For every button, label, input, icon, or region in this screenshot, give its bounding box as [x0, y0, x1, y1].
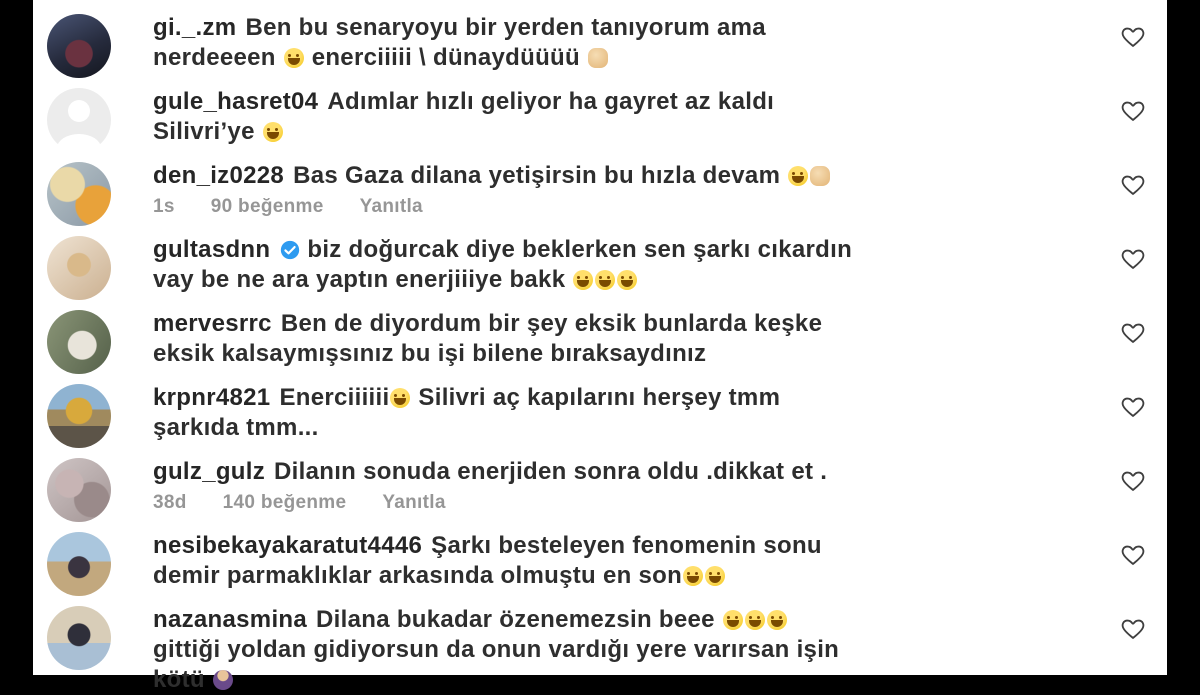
- comment-username[interactable]: nesibekayakaratut4446: [153, 532, 423, 559]
- comment-message: biz doğurcak diye beklerken sen şarkı cıkardın vay be ne ara yaptın enerjiiiye bakk: [153, 236, 853, 293]
- like-comment-button[interactable]: [1119, 98, 1147, 122]
- comment-row: [47, 86, 1147, 152]
- comment-username[interactable]: gi._.zm: [153, 14, 237, 41]
- comment-text: [153, 531, 1058, 591]
- comment-text: [153, 605, 1058, 695]
- comment-text: [153, 383, 1058, 443]
- heart-outline-icon: [1119, 320, 1147, 344]
- comment-body: [153, 604, 1119, 695]
- comment-username[interactable]: nazanasmina: [153, 606, 308, 633]
- comment-message: Dilanın sonuda enerjiden sonra oldu .dikkat et .: [274, 458, 828, 485]
- heart-outline-icon: [1119, 616, 1147, 640]
- comment-text: [153, 235, 1058, 295]
- avatar-nesibekayakaratut4446[interactable]: [47, 532, 111, 596]
- clapping-hands-emoji: [810, 166, 830, 186]
- comment-message: Ben bu senaryoyu bir yerden tanıyorum ama nerdeeeen enerciiiii \ dünaydüüüü: [153, 14, 766, 71]
- like-comment-button[interactable]: [1119, 616, 1147, 640]
- comment-like-count[interactable]: 140 beğenme: [222, 492, 347, 513]
- comment-message: Enerciiiiii Silivri aç kapılarını herşey tmm şarkıda tmm...: [153, 384, 781, 441]
- comment-body: [153, 456, 1119, 514]
- face-with-tears-of-joy-emoji: [723, 610, 743, 630]
- avatar-nazanasmina[interactable]: [47, 606, 111, 670]
- comment-body: [153, 86, 1119, 147]
- comment-row: [47, 160, 1147, 226]
- comments-list: [33, 0, 1167, 693]
- face-with-tears-of-joy-emoji: [595, 270, 615, 290]
- comment-message: Adımlar hızlı geliyor ha gayret az kaldı Silivri’ye: [153, 88, 775, 145]
- comment-body: [153, 530, 1119, 591]
- comment-username[interactable]: gulz_gulz: [153, 458, 266, 485]
- comment-text: [153, 309, 1058, 369]
- comment-message: Şarkı besteleyen fenomenin sonu demir parmaklıklar arkasında olmuştu en son: [153, 532, 822, 589]
- face-with-tears-of-joy-emoji: [573, 270, 593, 290]
- comment-timestamp: 38d: [153, 492, 187, 513]
- comment-row: [47, 234, 1147, 300]
- face-with-tears-of-joy-emoji: [617, 270, 637, 290]
- comment-body: [153, 12, 1119, 73]
- comment-text: [153, 161, 1058, 191]
- comment-message: Dilana bukadar özenemezsin beee gittiği yoldan gidiyorsun da onun vardığı yere varırsan işin kötü: [153, 606, 840, 693]
- comment-row: [47, 456, 1147, 522]
- like-comment-button[interactable]: [1119, 542, 1147, 566]
- comment-row: [47, 604, 1147, 695]
- like-comment-button[interactable]: [1119, 24, 1147, 48]
- woman-shrugging-emoji: [213, 670, 233, 690]
- like-comment-button[interactable]: [1119, 246, 1147, 270]
- face-with-tears-of-joy-emoji: [745, 610, 765, 630]
- comment-body: [153, 382, 1119, 443]
- comment-text: [153, 457, 1058, 487]
- face-with-tears-of-joy-emoji: [390, 388, 410, 408]
- ok-hand-emoji: [588, 48, 608, 68]
- comment-like-count[interactable]: 90 beğenme: [210, 196, 324, 217]
- comment-text: [153, 87, 1058, 147]
- heart-outline-icon: [1119, 246, 1147, 270]
- heart-outline-icon: [1119, 394, 1147, 418]
- like-comment-button[interactable]: [1119, 394, 1147, 418]
- comment-username[interactable]: den_iz0228: [153, 162, 285, 189]
- comment-row: [47, 12, 1147, 78]
- reply-button[interactable]: Yanıtla: [359, 196, 423, 217]
- face-with-tears-of-joy-emoji: [788, 166, 808, 186]
- comment-body: [153, 160, 1119, 218]
- face-with-tears-of-joy-emoji: [683, 566, 703, 586]
- like-comment-button[interactable]: [1119, 320, 1147, 344]
- avatar-den_iz0228[interactable]: [47, 162, 111, 226]
- verified-badge-icon: [280, 240, 300, 260]
- comment-username[interactable]: gultasdnn: [153, 236, 271, 263]
- heart-outline-icon: [1119, 542, 1147, 566]
- avatar-krpnr4821[interactable]: [47, 384, 111, 448]
- comment-body: [153, 308, 1119, 369]
- comment-username[interactable]: gule_hasret04: [153, 88, 319, 115]
- heart-outline-icon: [1119, 24, 1147, 48]
- comment-username[interactable]: mervesrrc: [153, 310, 272, 337]
- comment-row: [47, 530, 1147, 596]
- comment-body: [153, 234, 1119, 295]
- comment-text: [153, 13, 1058, 73]
- comment-message: Bas Gaza dilana yetişirsin bu hızla devam: [293, 162, 831, 189]
- comment-meta: [153, 492, 1119, 514]
- comment-timestamp: 1s: [153, 196, 175, 217]
- face-with-tears-of-joy-emoji: [705, 566, 725, 586]
- reply-button[interactable]: Yanıtla: [382, 492, 446, 513]
- face-with-tears-of-joy-emoji: [263, 122, 283, 142]
- avatar-mervesrrc[interactable]: [47, 310, 111, 374]
- heart-outline-icon: [1119, 468, 1147, 492]
- heart-outline-icon: [1119, 98, 1147, 122]
- face-with-tears-of-joy-emoji: [767, 610, 787, 630]
- comment-message: Ben de diyordum bir şey eksik bunlarda keşke eksik kalsaymışsınız bu işi bilene bıraksaydınız: [153, 310, 823, 367]
- comment-meta: [153, 196, 1119, 218]
- face-with-tears-of-joy-emoji: [284, 48, 304, 68]
- avatar-gule_hasret04[interactable]: [47, 88, 111, 152]
- like-comment-button[interactable]: [1119, 468, 1147, 492]
- avatar-gultasdnn[interactable]: [47, 236, 111, 300]
- comment-username[interactable]: krpnr4821: [153, 384, 271, 411]
- avatar-gi._.zm[interactable]: [47, 14, 111, 78]
- comment-row: [47, 308, 1147, 374]
- avatar-gulz_gulz[interactable]: [47, 458, 111, 522]
- comment-row: [47, 382, 1147, 448]
- like-comment-button[interactable]: [1119, 172, 1147, 196]
- heart-outline-icon: [1119, 172, 1147, 196]
